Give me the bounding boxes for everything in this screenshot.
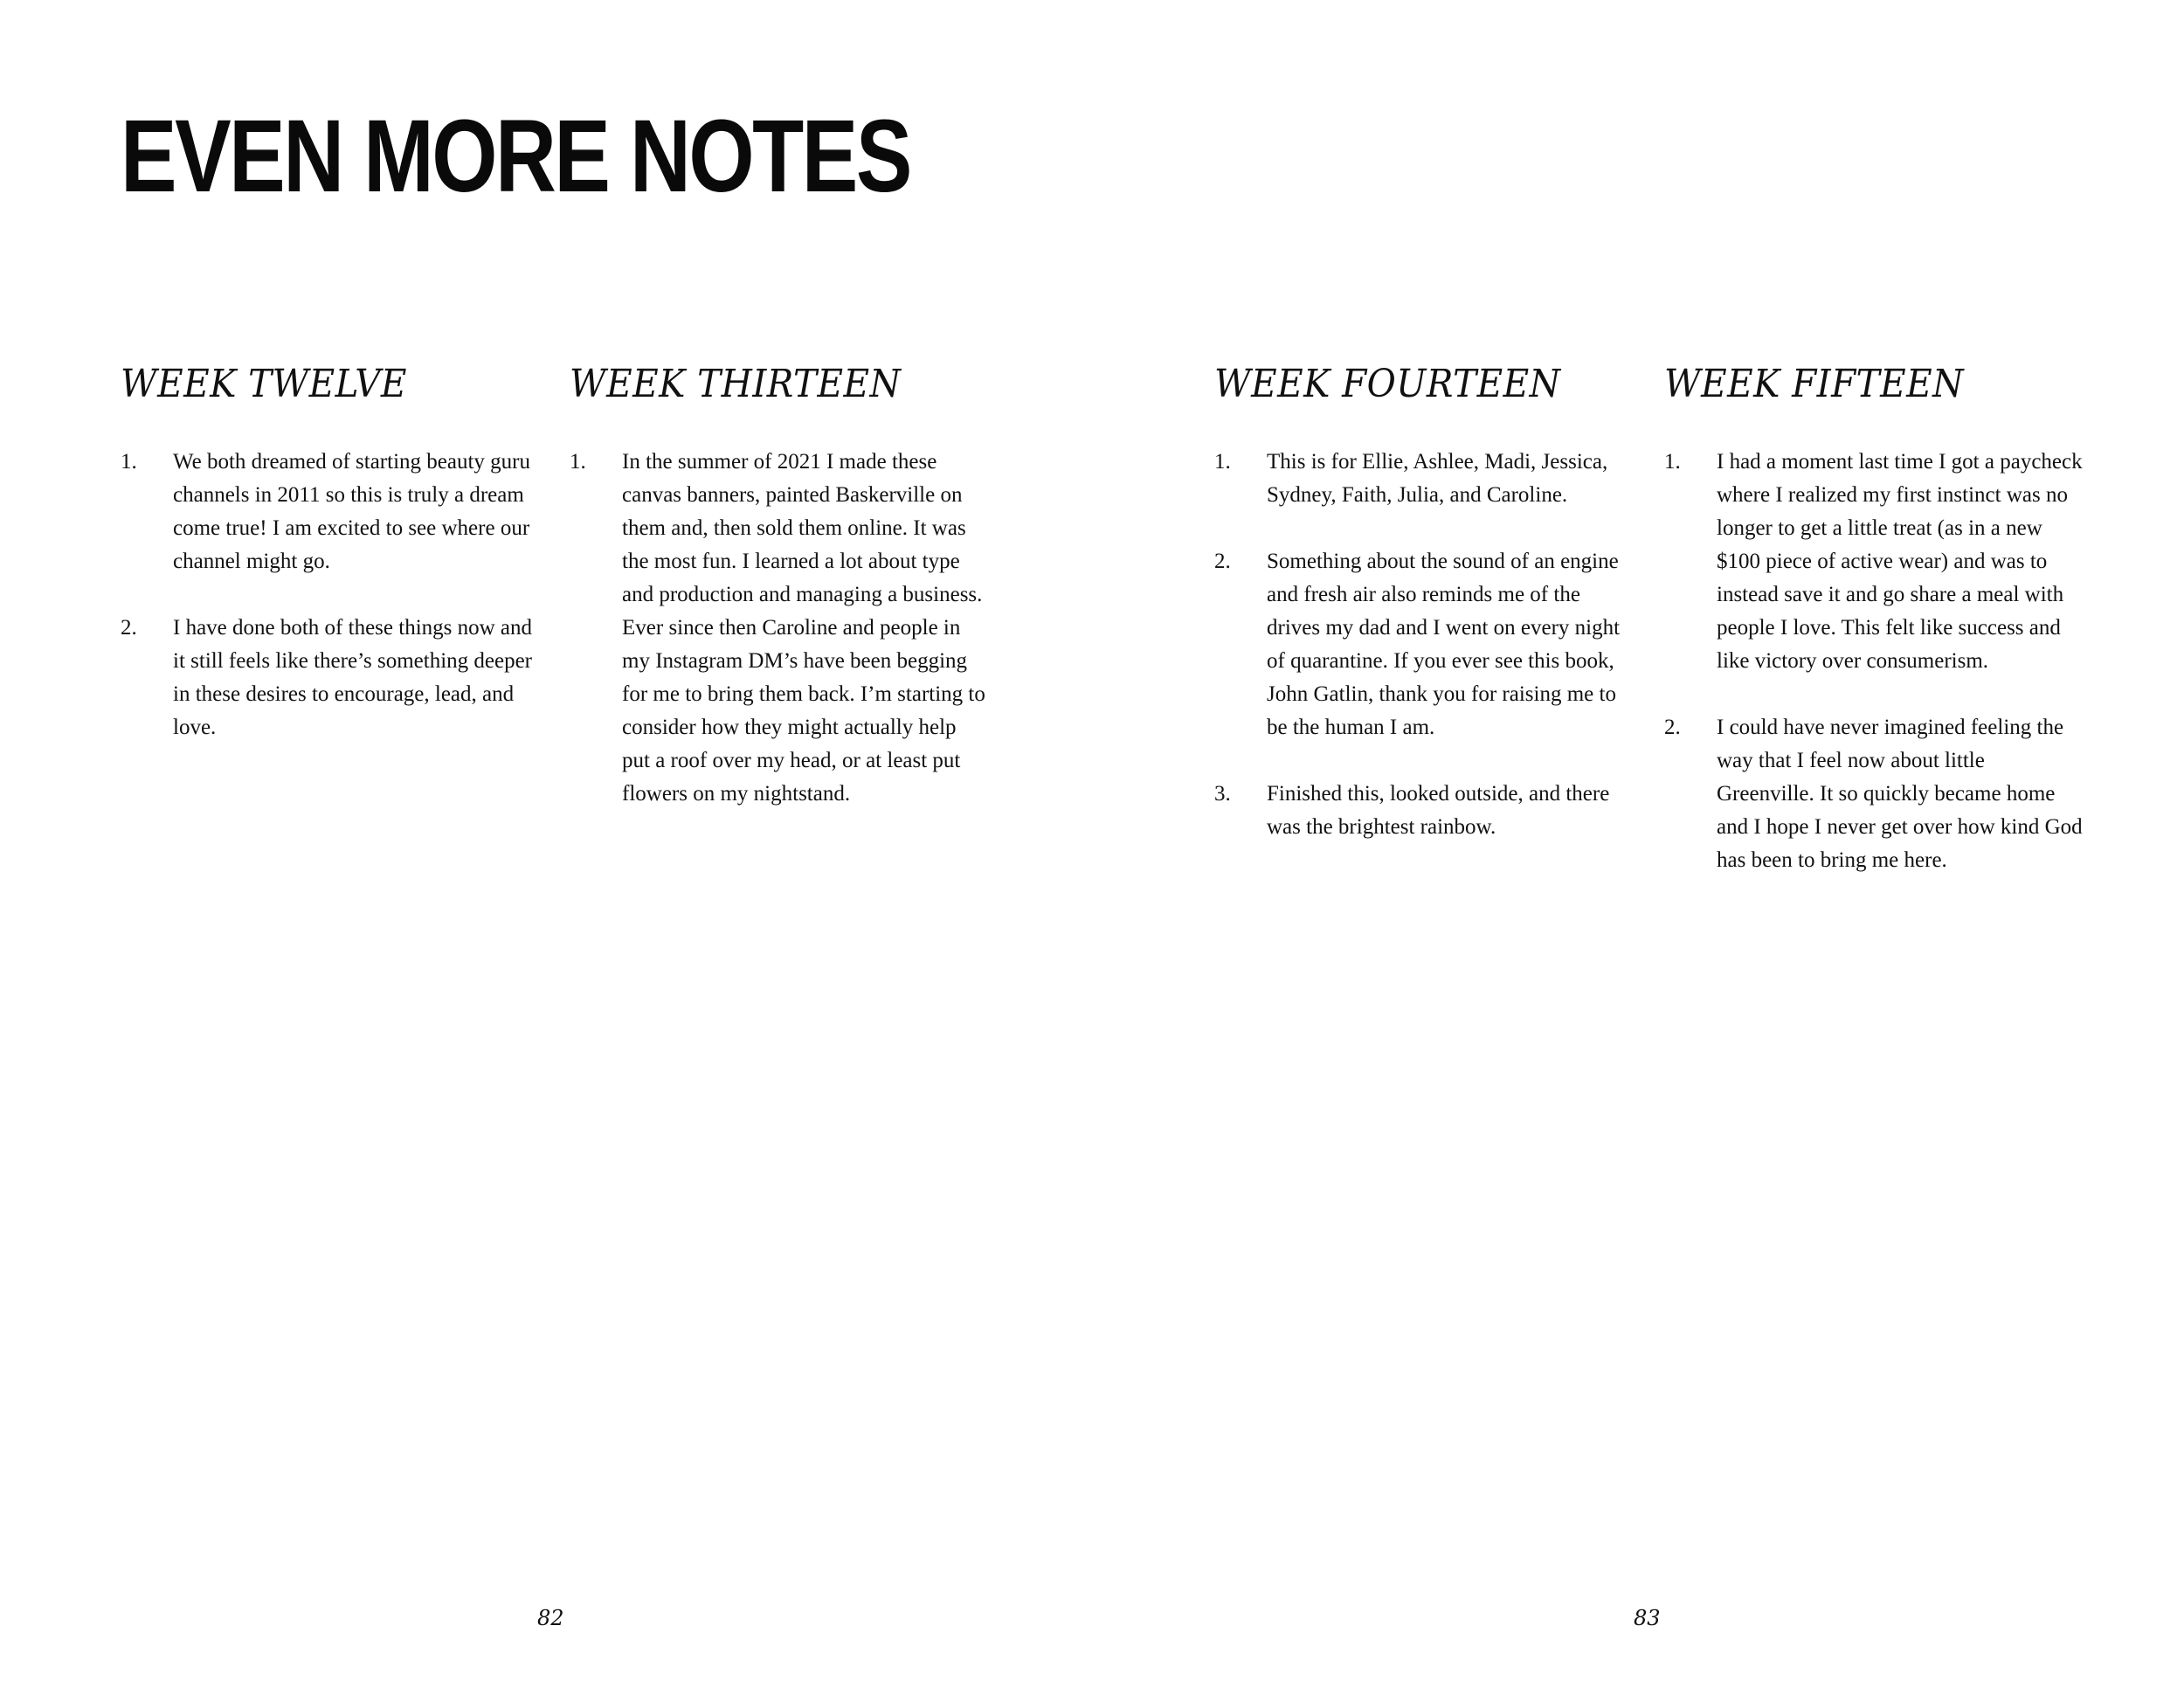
note-item <box>1664 446 2084 678</box>
note-number: 3. <box>1214 782 1231 806</box>
week-heading: WEEK TWELVE <box>121 362 407 406</box>
week-fourteen-section <box>1214 358 1634 877</box>
note-text: This is for Ellie, Ashlee, Madi, Jessica, Sydney, Faith, Julia, and Caroline. <box>1267 450 1608 507</box>
note-text: I had a moment last time I got a paycheck where I realized my first instinct was no longer to get a little treat (as in a new $100 piece of active wear) and was to instead save it and go share a meal with people I love. This felt like success and like victory over consumerism. <box>1717 450 2083 673</box>
week-heading: WEEK FIFTEEN <box>1664 362 1965 406</box>
note-item <box>1214 778 1634 844</box>
notes-list <box>1664 446 2084 877</box>
note-item <box>121 612 540 744</box>
notes-list <box>121 446 540 744</box>
note-text: I could have never imagined feeling the way that I feel now about little Greenville. It so quickly became home and I hope I never get over how kind God has been to bring me here. <box>1717 716 2083 872</box>
page-title: EVEN MORE NOTES <box>121 99 910 214</box>
note-number: 2. <box>1664 716 1681 739</box>
note-text: I have done both of these things now and it still feels like there’s something deeper in these desires to encourage, lead, and love. <box>173 616 533 739</box>
note-number: 2. <box>121 616 137 640</box>
week-thirteen-section <box>570 358 989 844</box>
notes-list <box>570 446 989 811</box>
note-item <box>1214 545 1634 744</box>
note-item <box>570 446 989 811</box>
notes-list <box>1214 446 1634 844</box>
note-item <box>1214 446 1634 512</box>
note-text: In the summer of 2021 I made these canvas banners, painted Baskerville on them and, then sold them online. It was the most fun. I learned a lot about type and production and managing a business. Ever since then Caroline and people in my Instagram DM’s have been begging for me to bring them back. I’m starting to consider how they might actually help put a roof over my head, or at least put flowers on my nightstand. <box>622 450 985 806</box>
note-number: 1. <box>1214 450 1231 474</box>
right-page <box>1092 0 2184 1688</box>
week-heading: WEEK THIRTEEN <box>570 362 902 406</box>
note-text: We both dreamed of starting beauty guru channels in 2011 so this is truly a dream come true! I am excited to see where our channel might go. <box>173 450 530 573</box>
page-number-right: 83 <box>1634 1606 1661 1630</box>
note-number: 1. <box>121 450 137 474</box>
page-number-left: 82 <box>537 1606 564 1630</box>
note-item <box>121 446 540 578</box>
note-item <box>1664 711 2084 877</box>
note-text: Finished this, looked outside, and there was the brightest rainbow. <box>1267 782 1610 839</box>
week-heading: WEEK FOURTEEN <box>1214 362 1561 406</box>
week-twelve-section <box>121 358 540 778</box>
note-text: Something about the sound of an engine and fresh air also reminds me of the drives my dad and I went on every night of quarantine. If you ever see this book, John Gatlin, thank you for raising me to be the human I am. <box>1267 550 1621 739</box>
note-number: 2. <box>1214 550 1231 573</box>
note-number: 1. <box>570 450 586 474</box>
week-fifteen-section <box>1664 358 2084 910</box>
note-number: 1. <box>1664 450 1681 474</box>
